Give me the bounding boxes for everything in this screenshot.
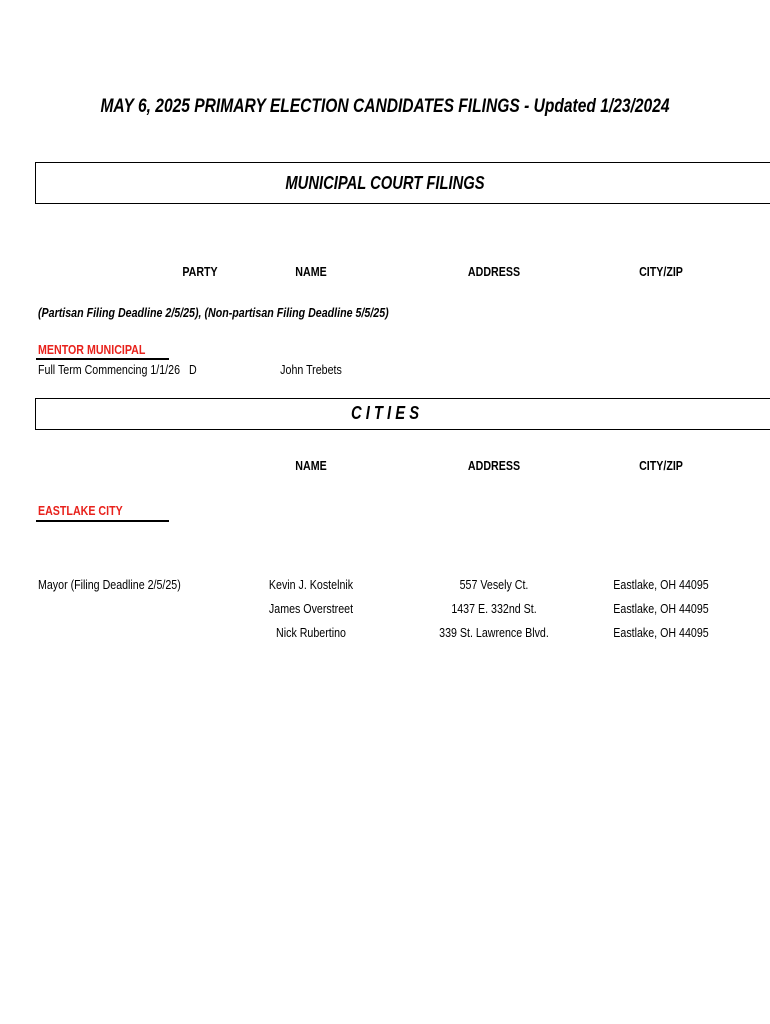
candidate-party: D — [189, 362, 197, 377]
section-label-eastlake-city: EASTLAKE CITY — [38, 503, 123, 518]
column-header-cityzip: CITY/ZIP — [639, 264, 683, 279]
cities-column-header-address: ADDRESS — [467, 458, 521, 473]
candidate-name: James Overstreet — [268, 601, 354, 616]
cities-column-header-cityzip: CITY/ZIP — [639, 458, 683, 473]
section-underline — [36, 358, 169, 360]
section-label-mentor-municipal: MENTOR MUNICIPAL — [38, 342, 146, 357]
column-header-party: PARTY — [182, 264, 218, 279]
page-title: MAY 6, 2025 PRIMARY ELECTION CANDIDATES FILINGS - Updated 1/23/2024 — [100, 96, 670, 117]
deadline-note: (Partisan Filing Deadline 2/5/25), (Non-partisan Filing Deadline 5/5/25) — [38, 305, 389, 320]
candidate-cityzip: Eastlake, OH 44095 — [613, 601, 709, 616]
candidate-cityzip: Eastlake, OH 44095 — [613, 625, 709, 640]
municipal-court-heading: MUNICIPAL COURT FILINGS — [285, 173, 485, 193]
cities-column-header-name: NAME — [295, 458, 327, 473]
office-label: Mayor (Filing Deadline 2/5/25) — [38, 577, 181, 592]
candidate-cityzip: Eastlake, OH 44095 — [613, 577, 709, 592]
cities-heading: C I T I E S — [350, 403, 420, 423]
column-header-name: NAME — [295, 264, 327, 279]
office-label: Full Term Commencing 1/1/26 — [38, 362, 181, 377]
candidate-address: 339 St. Lawrence Blvd. — [439, 625, 549, 640]
section-underline — [36, 520, 169, 522]
candidate-address: 1437 E. 332nd St. — [451, 601, 537, 616]
candidate-name: Nick Rubertino — [276, 625, 346, 640]
column-header-address: ADDRESS — [467, 264, 521, 279]
candidate-address: 557 Vesely Ct. — [459, 577, 529, 592]
candidate-name: Kevin J. Kostelnik — [268, 577, 354, 592]
candidate-name: John Trebets — [280, 362, 342, 377]
